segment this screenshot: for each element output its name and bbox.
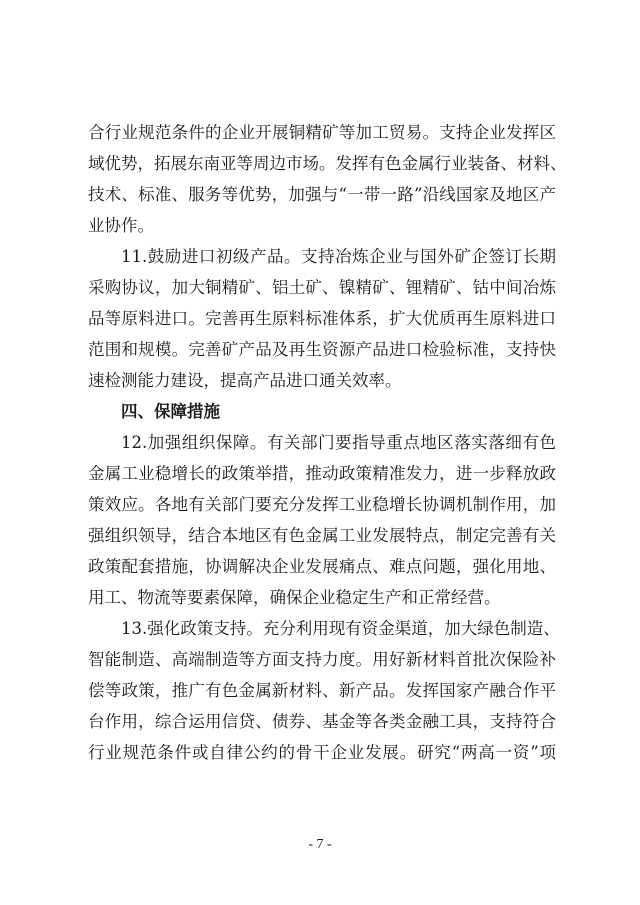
text-line: 偿等政策，推广有色金属新材料、新产品。发挥国家产融合作平 bbox=[88, 681, 556, 700]
section-heading: 四、保障措施 bbox=[121, 402, 220, 421]
paragraph-11-start: 11.鼓励进口初级产品。支持冶炼企业与国外矿企签订长期 bbox=[121, 247, 556, 266]
text-line: 台作用，综合运用信贷、债券、基金等各类金融工具，支持符合 bbox=[88, 712, 556, 731]
document-body bbox=[88, 117, 567, 768]
paragraph-13-start: 13.强化政策支持。充分利用现有资金渠道，加大绿色制造、 bbox=[121, 619, 560, 638]
text-line: 技术、标准、服务等优势，加强与“一带一路”沿线国家及地区产 bbox=[88, 185, 556, 204]
page-number: - 7 - bbox=[308, 837, 332, 852]
text-line: 行业规范条件或自律公约的骨干企业发展。研究“两高一资”项 bbox=[88, 743, 556, 762]
text-line: 域优势，拓展东南亚等周边市场。发挥有色金属行业装备、材料、 bbox=[88, 154, 567, 173]
text-line: 合行业规范条件的企业开展铜精矿等加工贸易。支持企业发挥区 bbox=[88, 123, 556, 142]
text-line: 采购协议，加大铜精矿、铝土矿、镍精矿、锂精矿、钴中间冶炼 bbox=[88, 278, 556, 297]
text-line: 金属工业稳增长的政策举措，推动政策精准发力，进一步释放政 bbox=[88, 464, 556, 483]
text-line: 强组织领导，结合本地区有色金属工业发展特点，制定完善有关 bbox=[88, 526, 556, 545]
text-line: 速检测能力建设，提高产品进口通关效率。 bbox=[88, 371, 402, 390]
text-line: 用工、物流等要素保障，确保企业稳定生产和正常经营。 bbox=[88, 588, 501, 607]
text-line: 业协作。 bbox=[88, 216, 154, 235]
paragraph-12-start: 12.加强组织保障。有关部门要指导重点地区落实落细有色 bbox=[121, 433, 556, 452]
text-line: 策效应。各地有关部门要充分发挥工业稳增长协调机制作用，加 bbox=[88, 495, 556, 514]
text-line: 政策配套措施，协调解决企业发展痛点、难点问题，强化用地、 bbox=[88, 557, 556, 576]
text-line: 范围和规模。完善矿产品及再生资源产品进口检验标准，支持快 bbox=[88, 340, 556, 359]
text-line: 品等原料进口。完善再生原料标准体系，扩大优质再生原料进口 bbox=[88, 309, 556, 328]
text-line: 智能制造、高端制造等方面支持力度。用好新材料首批次保险补 bbox=[88, 650, 556, 669]
